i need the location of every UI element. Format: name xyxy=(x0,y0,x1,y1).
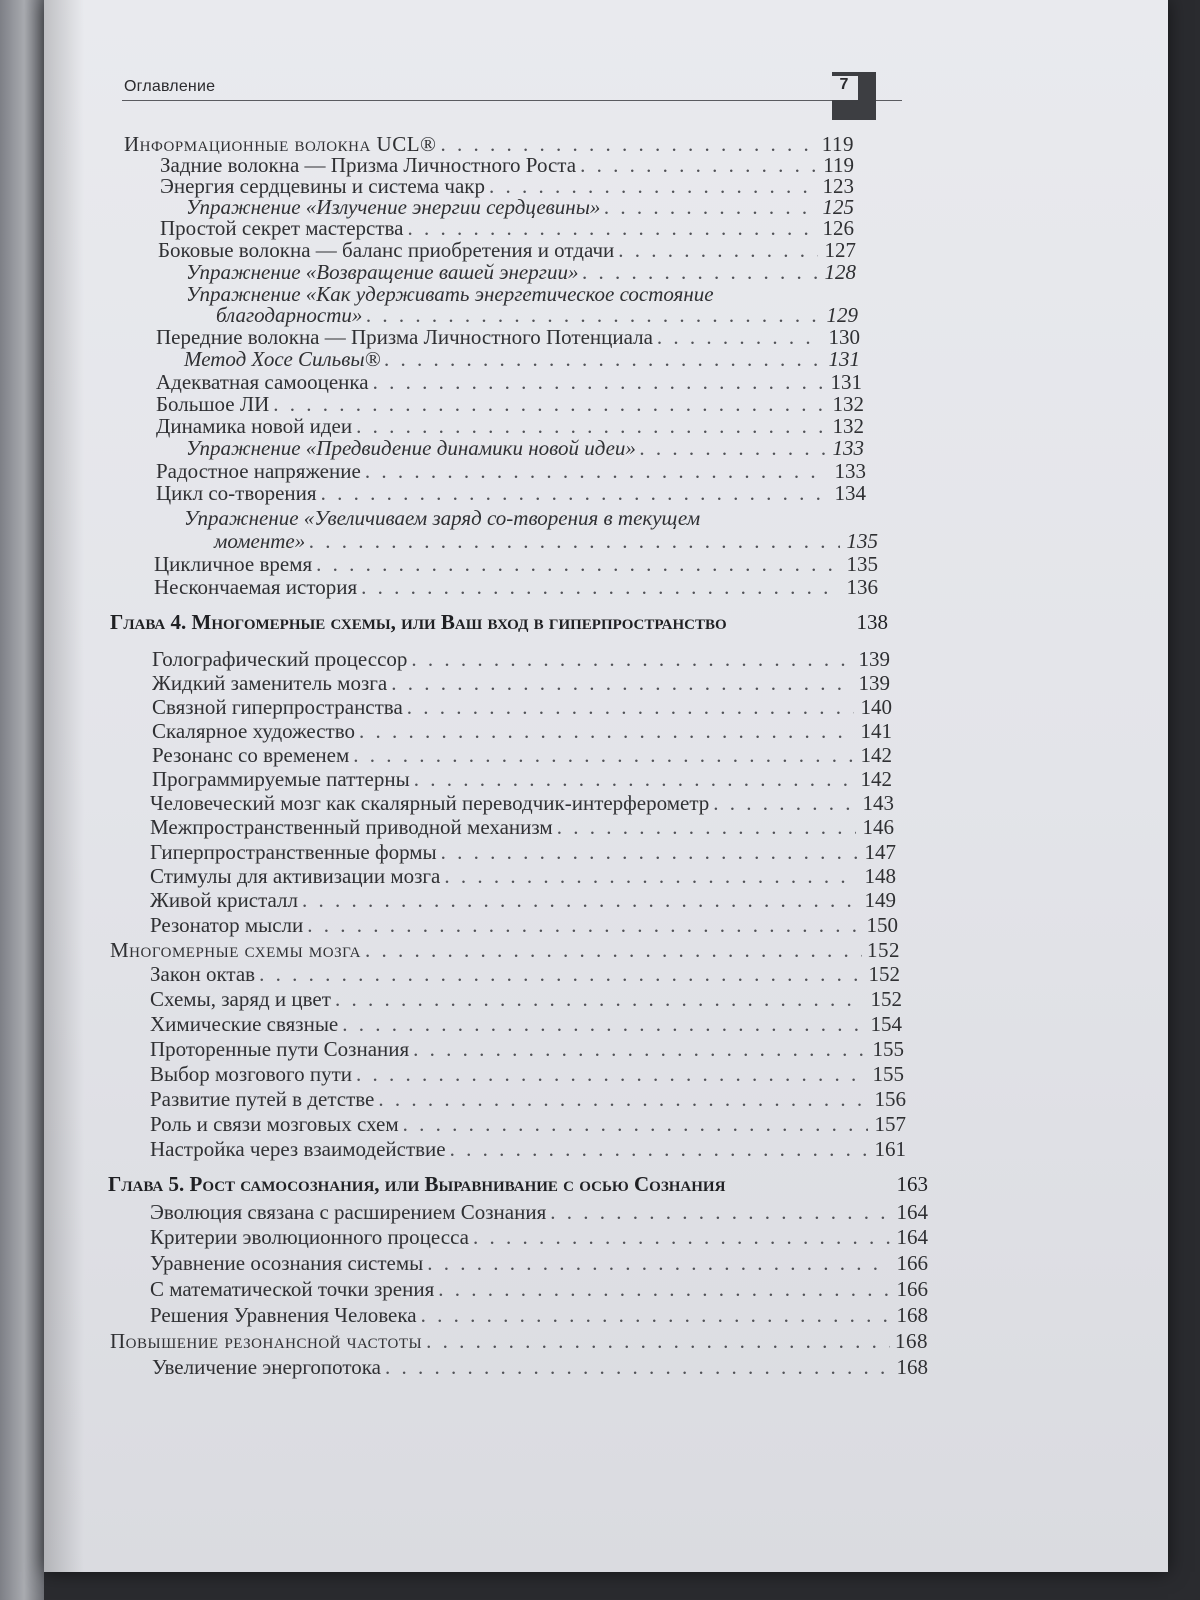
toc-entry-page: 125 xyxy=(822,195,854,219)
toc-entry-page: 155 xyxy=(872,1037,904,1061)
toc-entry-page: 131 xyxy=(830,370,862,394)
toc-entry-title: Резонанс со временем xyxy=(152,743,350,767)
toc-entry-page: 164 xyxy=(896,1225,928,1249)
toc-entry-page: 156 xyxy=(874,1087,906,1111)
toc-entry-page: 152 xyxy=(868,962,900,986)
toc-entry-title: Критерии эволюционного процесса xyxy=(150,1225,469,1249)
toc-chapter xyxy=(110,610,888,635)
toc-entry-title: благодарности» xyxy=(216,303,363,327)
toc-entry-title: Схемы, заряд и цвет xyxy=(150,987,331,1011)
toc-entry xyxy=(156,481,866,506)
toc-entry-title: Стимулы для активизации мозга xyxy=(150,864,441,888)
toc-entry-page: 127 xyxy=(824,238,856,262)
toc-entry-title: Радостное напряжение xyxy=(156,459,361,483)
toc-entry xyxy=(150,1303,928,1328)
toc-entry xyxy=(150,962,900,987)
toc-entry-page: 128 xyxy=(824,260,856,284)
toc-entry-page: 146 xyxy=(862,815,894,839)
toc-entry-page: 135 xyxy=(846,529,878,553)
toc-entry xyxy=(150,1200,928,1225)
toc-chapter-title: Глава 4. Многомерные схемы, или Ваш вход в гиперпространство xyxy=(110,610,727,634)
toc-entry-page: 161 xyxy=(874,1137,906,1161)
toc-entry-title: Метод Хосе Сильвы® xyxy=(184,347,381,371)
toc-entry-title: Закон октав xyxy=(150,962,256,986)
toc-entry-page: 134 xyxy=(834,481,866,505)
toc-entry xyxy=(150,1062,904,1087)
toc-entry-title: Эволюция связана с расширением Сознания xyxy=(150,1200,547,1224)
toc-chapter-page: 163 xyxy=(896,1172,928,1196)
toc-entry xyxy=(152,671,890,696)
toc-entry-title: Задние волокна — Призма Личностного Роста xyxy=(160,153,577,177)
toc-entry xyxy=(150,815,894,840)
toc-entry-page: 130 xyxy=(828,325,860,349)
toc-entry-page: 152 xyxy=(870,987,902,1011)
toc-entry-title: Программируемые паттерны xyxy=(152,767,410,791)
toc-entry-title: Связной гиперпространства xyxy=(152,695,403,719)
toc-entry xyxy=(150,864,896,889)
toc-entry-page: 140 xyxy=(860,695,892,719)
toc-entry-page: 131 xyxy=(828,347,860,371)
toc-entry-title: Упражнение «Предвидение динамики новой идеи» xyxy=(186,436,636,460)
toc-entry xyxy=(152,743,892,768)
toc-entry-title: Химические связные xyxy=(150,1012,339,1036)
toc-entry-title: Выбор мозгового пути xyxy=(150,1062,352,1086)
toc-entry-page: 150 xyxy=(866,913,898,937)
toc-entry-title: Динамика новой идеи xyxy=(156,414,353,438)
toc-entry-page: 149 xyxy=(864,888,896,912)
toc-entry-page: 119 xyxy=(823,153,854,177)
toc-entry-title: Передние волокна — Призма Личностного Потенциала xyxy=(156,325,653,349)
toc-entry-exercise xyxy=(186,436,864,461)
toc-entry xyxy=(150,1225,928,1250)
toc-entry xyxy=(150,987,902,1012)
toc-entry-page: 168 xyxy=(895,1329,928,1353)
toc-entry-title: Проторенные пути Сознания xyxy=(150,1037,410,1061)
toc-entry-title: Упражнение «Увеличиваем заряд со-творения в текущем xyxy=(184,506,701,530)
toc-entry-page: 168 xyxy=(896,1355,928,1379)
toc-entry-page: 139 xyxy=(858,671,890,695)
page-number: 7 xyxy=(830,76,858,100)
toc-entry-page: 119 xyxy=(821,132,854,156)
toc-entry xyxy=(150,840,896,865)
toc-entry-page: 141 xyxy=(860,719,892,743)
running-header-title: Оглавление xyxy=(124,78,216,95)
toc-entry-title: Большое ЛИ xyxy=(156,392,270,416)
toc-entry-page: 132 xyxy=(832,392,864,416)
toc-entry-page: 143 xyxy=(862,791,894,815)
toc-entry-page: 135 xyxy=(846,552,878,576)
toc-entry-page: 133 xyxy=(834,459,866,483)
toc-entry-page: 148 xyxy=(864,864,896,888)
toc-entry xyxy=(150,1087,906,1112)
toc-entry-page: 123 xyxy=(822,174,854,198)
toc-entry xyxy=(152,695,892,720)
toc-entry-title: Простой секрет мастерства xyxy=(160,216,404,240)
toc-entry xyxy=(152,767,892,792)
adjacent-page-edge xyxy=(0,0,44,1600)
toc-entry-page: 152 xyxy=(867,938,900,962)
toc-entry-page: 164 xyxy=(896,1200,928,1224)
toc-entry xyxy=(152,647,890,672)
toc-entry-page: 126 xyxy=(822,216,854,240)
toc-entry-page: 136 xyxy=(846,575,878,599)
toc-entry-title: Живой кристалл xyxy=(150,888,298,912)
toc-entry xyxy=(152,1355,928,1380)
toc-entry-title: Роль и связи мозговых схем xyxy=(150,1112,399,1136)
toc-entry xyxy=(154,575,878,600)
toc-entry-title: Информационные волокна UCL® xyxy=(124,132,437,156)
toc-entry-title: Гиперпространственные формы xyxy=(150,840,437,864)
toc-entry-title: Энергия сердцевины и система чакр xyxy=(160,174,485,198)
toc-entry-title: Настройка через взаимодействие xyxy=(150,1137,446,1161)
toc-chapter-page: 138 xyxy=(856,610,888,634)
toc-entry-page: 142 xyxy=(860,743,892,767)
toc-entry xyxy=(150,913,898,938)
toc-entry-exercise xyxy=(184,506,874,531)
toc-entry-title: Межпространственный приводной механизм xyxy=(150,815,553,839)
toc-entry-title: С математической точки зрения xyxy=(150,1277,435,1301)
toc-entry-exercise xyxy=(184,347,860,372)
toc-entry-title: Нескончаемая история xyxy=(154,575,358,599)
toc-entry-title: Решения Уравнения Человека xyxy=(150,1303,417,1327)
toc-entry-page: 129 xyxy=(826,303,858,327)
toc-entry-title: Упражнение «Как удерживать энергетическое состояние xyxy=(186,282,714,306)
toc-entry-title: Уравнение осознания системы xyxy=(150,1251,424,1275)
toc-entry xyxy=(154,552,878,577)
toc-entry xyxy=(150,791,894,816)
toc-entry-page: 166 xyxy=(896,1277,928,1301)
toc-entry-title: Цикличное время xyxy=(154,552,313,576)
toc-entry-title: Адекватная самооценка xyxy=(156,370,369,394)
toc-entry-title: Жидкий заменитель мозга xyxy=(152,671,388,695)
toc-entry-page: 147 xyxy=(864,840,896,864)
toc-entry-page: 132 xyxy=(832,414,864,438)
toc-entry xyxy=(150,1112,906,1137)
toc-entry-page: 154 xyxy=(870,1012,902,1036)
toc-entry xyxy=(150,1012,902,1037)
toc-entry xyxy=(150,1037,904,1062)
toc-entry-title: Упражнение «Возвращение вашей энергии» xyxy=(186,260,579,284)
toc-entry-page: 157 xyxy=(874,1112,906,1136)
toc-entry xyxy=(150,1137,906,1162)
toc-entry xyxy=(110,938,900,963)
toc-entry-title: Развитие путей в детстве xyxy=(150,1087,375,1111)
toc-entry-title: Повышение резонансной частоты xyxy=(110,1329,423,1353)
toc-entry xyxy=(150,888,896,913)
toc-entry-page: 155 xyxy=(872,1062,904,1086)
toc-entry-title: Цикл со-творения xyxy=(156,481,317,505)
toc-chapter xyxy=(108,1172,928,1197)
toc-entry-title: Многомерные схемы мозга xyxy=(110,938,361,962)
toc-entry-title: Упражнение «Излучение энергии сердцевины» xyxy=(186,195,601,219)
toc-entry-page: 166 xyxy=(896,1251,928,1275)
toc-entry-title: Скалярное художество xyxy=(152,719,355,743)
toc-entry-title: моменте» xyxy=(214,529,306,553)
book-page xyxy=(44,0,1168,1572)
toc-entry-page: 168 xyxy=(896,1303,928,1327)
toc-entry-page: 133 xyxy=(832,436,864,460)
toc-entry xyxy=(110,1329,928,1354)
toc-entry xyxy=(150,1251,928,1276)
toc-entry-exercise-cont xyxy=(214,529,878,554)
toc-entry-title: Увеличение энергопотока xyxy=(152,1355,381,1379)
toc-entry xyxy=(150,1277,928,1302)
toc-chapter-title: Глава 5. Рост самосознания, или Выравнивание с осью Сознания xyxy=(108,1172,726,1196)
table-of-contents xyxy=(44,0,1168,1572)
toc-entry xyxy=(152,719,892,744)
toc-entry-page: 142 xyxy=(860,767,892,791)
toc-entry-title: Голографический процессор xyxy=(152,647,408,671)
toc-entry-title: Боковые волокна — баланс приобретения и отдачи xyxy=(158,238,615,262)
toc-entry-page: 139 xyxy=(858,647,890,671)
toc-entry-title: Человеческий мозг как скалярный переводчик-интерферометр xyxy=(150,791,710,815)
toc-entry-title: Резонатор мысли xyxy=(150,913,304,937)
